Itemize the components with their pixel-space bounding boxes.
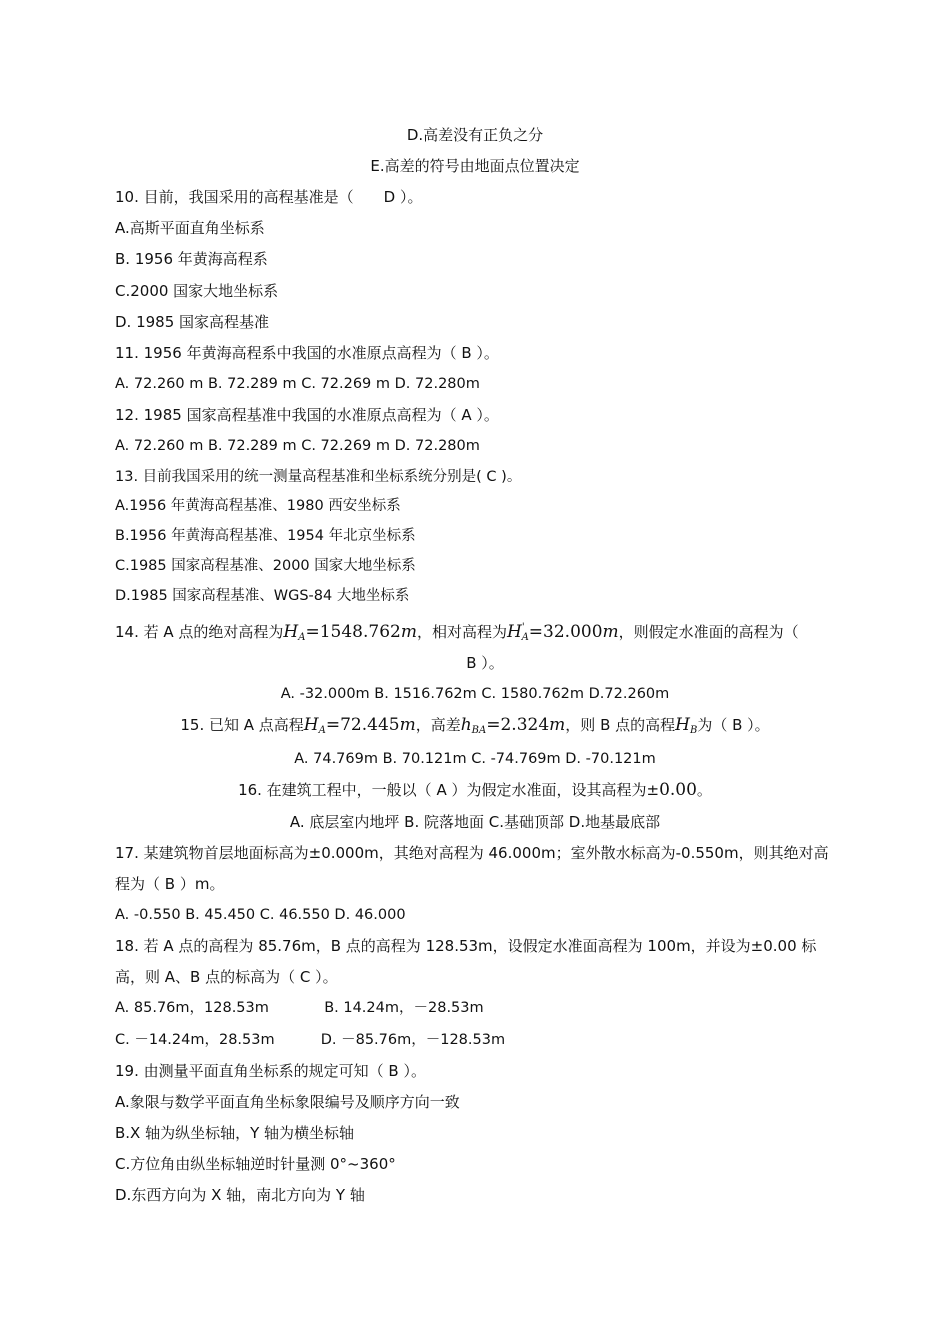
math-symbol-h-lower: h: [460, 715, 472, 735]
math-subscript: BA: [471, 725, 487, 736]
question-16: [0, 780, 950, 800]
option-e-line: E.高差的符号由地面点位置决定: [370, 157, 580, 175]
question-19-option-d: D.东西方向为 X 轴，南北方向为 Y 轴: [115, 1186, 365, 1204]
question-12: 12. 1985 国家高程基准中我国的水准原点高程为（ A ）。: [115, 406, 499, 424]
question-13-option-c: C.1985 国家高程基准、2000 国家大地坐标系: [115, 558, 416, 574]
question-14-suffix: ，则假定水准面的高程为（: [618, 623, 799, 641]
math-symbol-h: H: [283, 622, 299, 642]
math-value: =72.445: [325, 715, 400, 735]
question-19-option-c: C.方位角由纵坐标轴逆时针量测 0°~360°: [115, 1155, 396, 1173]
question-15-middle-2: ，则 B 点的高程: [565, 716, 676, 734]
math-symbol-h: H: [675, 715, 690, 735]
math-subscript: B: [689, 725, 698, 736]
math-unit: m: [400, 622, 417, 642]
math-value: =2.324: [486, 715, 550, 735]
math-symbol-h: H: [506, 622, 522, 642]
question-10-option-b: B. 1956 年黄海高程系: [115, 250, 268, 268]
question-14-continuation: B ）。: [466, 654, 504, 672]
math-subscript: A: [521, 632, 529, 643]
question-11: 11. 1956 年黄海高程系中我国的水准原点高程为（ B ）。: [115, 344, 499, 362]
question-16-options: A. 底层室内地坪 B. 院落地面 C.基础顶部 D.地基最底部: [289, 813, 661, 831]
question-12-options: A. 72.260 m B. 72.289 m C. 72.269 m D. 72.280m: [115, 438, 480, 454]
option-d-line: D.高差没有正负之分: [406, 126, 544, 144]
question-19: 19. 由测量平面直角坐标系的规定可知（ B ）。: [115, 1062, 426, 1080]
question-14: [115, 618, 799, 648]
math-subscript: A: [298, 632, 306, 643]
question-18: 18. 若 A 点的高程为 85.76m，B 点的高程为 128.53m，设假定水准面高程为 100m，并设为±0.00 标高，则 A、B 点的标高为（ C ）。: [115, 937, 817, 986]
question-14-prefix: 14. 若 A 点的绝对高程为: [115, 623, 284, 641]
question-15-prefix: 15. 已知 A 点高程: [180, 716, 304, 734]
question-13-option-a: A.1956 年黄海高程基准、1980 西安坐标系: [115, 498, 401, 514]
question-17: 17. 某建筑物首层地面标高为±0.000m，其绝对高程为 46.000m；室外散水标高为-0.550m，则其绝对高程为（ B ）m。: [115, 844, 829, 893]
question-15-options: A. 74.769m B. 70.121m C. -74.769m D. -70.121m: [294, 751, 656, 767]
math-unit: m: [602, 622, 619, 642]
question-16-end: 。: [696, 781, 712, 799]
math-subscript: A: [318, 725, 326, 736]
question-18-options-ab: A. 85.76m，128.53m B. 14.24m，－28.53m: [115, 1000, 484, 1016]
math-unit: m: [399, 715, 416, 735]
question-14-middle: ，相对高程为: [416, 623, 507, 641]
math-unit: m: [549, 715, 566, 735]
question-11-options: A. 72.260 m B. 72.289 m C. 72.269 m D. 72.280m: [115, 376, 480, 392]
math-superscript: ': [521, 622, 525, 633]
question-13-option-d: D.1985 国家高程基准、WGS-84 大地坐标系: [115, 588, 410, 604]
question-16-text: 16. 在建筑工程中，一般以（ A ）为假定水准面，设其高程为±: [238, 781, 660, 799]
math-value: =32.000: [528, 622, 603, 642]
question-19-option-b: B.X 轴为纵坐标轴，Y 轴为横坐标轴: [115, 1124, 355, 1142]
question-10-option-d: D. 1985 国家高程基准: [115, 313, 270, 331]
question-13: 13. 目前我国采用的统一测量高程基准和坐标系统分别是( C )。: [115, 469, 522, 485]
question-10-option-a: A.高斯平面直角坐标系: [115, 219, 265, 237]
question-19-option-a: A.象限与数学平面直角坐标象限编号及顺序方向一致: [115, 1093, 460, 1111]
math-value: =1548.762: [305, 622, 401, 642]
question-18-options-cd: C. －14.24m，28.53m D. －85.76m，－128.53m: [115, 1032, 506, 1048]
question-17-options: A. -0.550 B. 45.450 C. 46.550 D. 46.000: [115, 907, 406, 923]
question-14-options: A. -32.000m B. 1516.762m C. 1580.762m D.72.260m: [280, 686, 670, 702]
question-15-suffix: 为（ B ）。: [697, 716, 770, 734]
math-value: 0.00: [659, 780, 697, 800]
question-15: [0, 715, 950, 741]
math-symbol-h: H: [303, 715, 319, 735]
question-10: 10. 目前，我国采用的高程基准是（ D ）。: [115, 188, 423, 206]
question-10-option-c: C.2000 国家大地坐标系: [115, 282, 279, 300]
question-13-option-b: B.1956 年黄海高程基准、1954 年北京坐标系: [115, 528, 416, 544]
question-15-middle: ，高差: [415, 716, 461, 734]
